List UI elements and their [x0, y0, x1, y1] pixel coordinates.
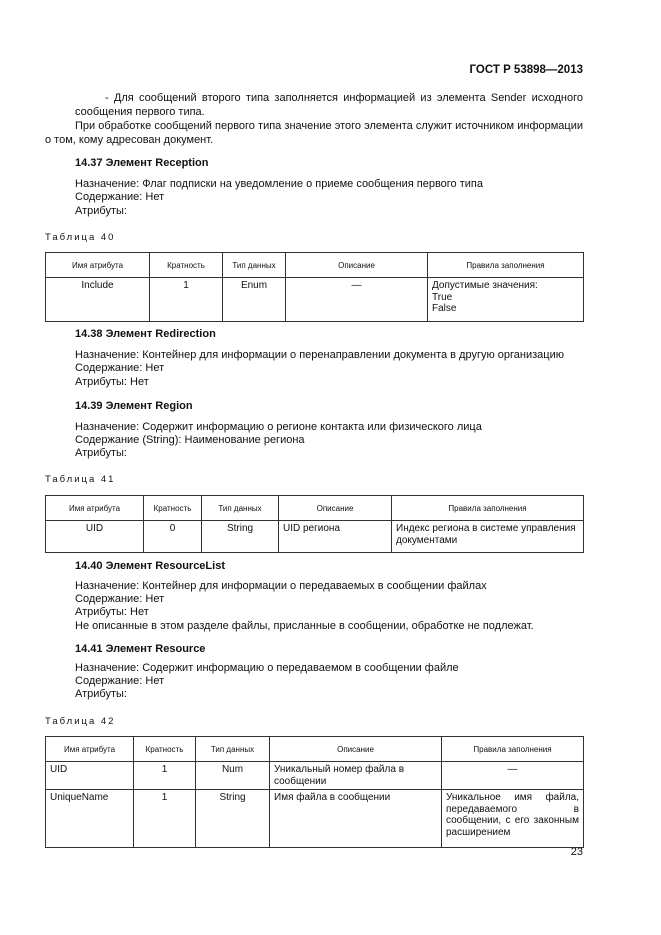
content-14-40: Содержание: Нет: [75, 593, 165, 605]
table-row: [46, 790, 584, 848]
table-row: [46, 521, 584, 553]
col-header-rules: Правила заполнения: [428, 253, 584, 278]
intro-paragraph-1: - Для сообщений второго типа заполняется информацией из элемента Sender исходного сообщения первого типа.: [75, 92, 583, 118]
content-14-38: Содержание: Нет: [75, 362, 165, 374]
section-heading-14-38: 14.38 Элемент Redirection: [75, 328, 216, 340]
section-heading-14-39: 14.39 Элемент Region: [75, 400, 193, 412]
cell-mult: 1: [134, 762, 196, 790]
col-header-type: Тип данных: [202, 496, 279, 521]
attrs-14-39: Атрибуты:: [75, 447, 127, 459]
purpose-14-38: Назначение: Контейнер для информации о перенаправлении документа в другую организацию: [75, 349, 564, 361]
cell-name: Include: [46, 278, 150, 322]
col-header-name: Имя атрибута: [46, 737, 134, 762]
cell-desc: Уникальный номер файла в сообщении: [270, 762, 442, 790]
intro-paragraph-2: При обработке сообщений первого типа значение этого элемента служит источником информации о том, кому адресован документ.: [45, 120, 583, 146]
table-41: [45, 495, 584, 553]
attrs-14-37: Атрибуты:: [75, 205, 127, 217]
cell-mult: 0: [144, 521, 202, 553]
section-heading-14-41: 14.41 Элемент Resource: [75, 643, 206, 655]
table-caption-42: Таблица 42: [45, 716, 116, 727]
table-row: [46, 762, 584, 790]
table-row: [46, 278, 584, 322]
rules-line: False: [432, 303, 457, 314]
table-40: [45, 252, 584, 322]
cell-name: UID: [46, 521, 144, 553]
col-header-desc: Описание: [279, 496, 392, 521]
cell-rules: Индекс региона в системе управления документами: [392, 521, 584, 553]
col-header-type: Тип данных: [223, 253, 286, 278]
cell-type: Enum: [223, 278, 286, 322]
attrs-14-40: Атрибуты: Нет: [75, 606, 149, 618]
cell-mult: 1: [150, 278, 223, 322]
cell-rules: [428, 278, 584, 322]
cell-type: Num: [196, 762, 270, 790]
purpose-14-39: Назначение: Содержит информацию о регионе контакта или физического лица: [75, 421, 482, 433]
cell-desc: UID региона: [279, 521, 392, 553]
table-header-row: [46, 253, 584, 278]
table-42: [45, 736, 584, 848]
note-14-40: Не описанные в этом разделе файлы, присланные в сообщении, обработке не подлежат.: [75, 620, 534, 632]
table-caption-40: Таблица 40: [45, 232, 116, 243]
attrs-14-38: Атрибуты: Нет: [75, 376, 149, 388]
document-id: ГОСТ Р 53898—2013: [469, 64, 583, 76]
col-header-name: Имя атрибута: [46, 496, 144, 521]
table-caption-41: Таблица 41: [45, 474, 116, 485]
table-header-row: [46, 737, 584, 762]
content-14-41: Содержание: Нет: [75, 675, 165, 687]
cell-rules: Уникальное имя файла, передаваемого в сообщении, с его законным расширением: [442, 790, 584, 848]
cell-name: UniqueName: [46, 790, 134, 848]
cell-type: String: [202, 521, 279, 553]
attrs-14-41: Атрибуты:: [75, 688, 127, 700]
page-number: 23: [570, 846, 583, 858]
col-header-mult: Кратность: [144, 496, 202, 521]
rules-line: True: [432, 291, 453, 303]
purpose-14-40: Назначение: Контейнер для информации о передаваемых в сообщении файлах: [75, 580, 487, 592]
content-14-39: Содержание (String): Наименование региона: [75, 434, 305, 446]
col-header-desc: Описание: [270, 737, 442, 762]
col-header-rules: Правила заполнения: [442, 737, 584, 762]
col-header-desc: Описание: [286, 253, 428, 278]
col-header-rules: Правила заполнения: [392, 496, 584, 521]
content-14-37: Содержание: Нет: [75, 191, 165, 203]
col-header-name: Имя атрибута: [46, 253, 150, 278]
purpose-14-37: Назначение: Флаг подписки на уведомление о приеме сообщения первого типа: [75, 178, 483, 190]
col-header-type: Тип данных: [196, 737, 270, 762]
table-header-row: [46, 496, 584, 521]
cell-rules: —: [442, 762, 584, 790]
col-header-mult: Кратность: [134, 737, 196, 762]
cell-name: UID: [46, 762, 134, 790]
purpose-14-41: Назначение: Содержит информацию о передаваемом в сообщении файле: [75, 662, 459, 674]
section-heading-14-40: 14.40 Элемент ResourceList: [75, 560, 225, 572]
col-header-mult: Кратность: [150, 253, 223, 278]
section-heading-14-37: 14.37 Элемент Reception: [75, 157, 209, 169]
rules-line: Допустимые значения:: [432, 280, 538, 291]
cell-desc: Имя файла в сообщении: [270, 790, 442, 848]
cell-type: String: [196, 790, 270, 848]
cell-desc: —: [286, 278, 428, 322]
cell-mult: 1: [134, 790, 196, 848]
